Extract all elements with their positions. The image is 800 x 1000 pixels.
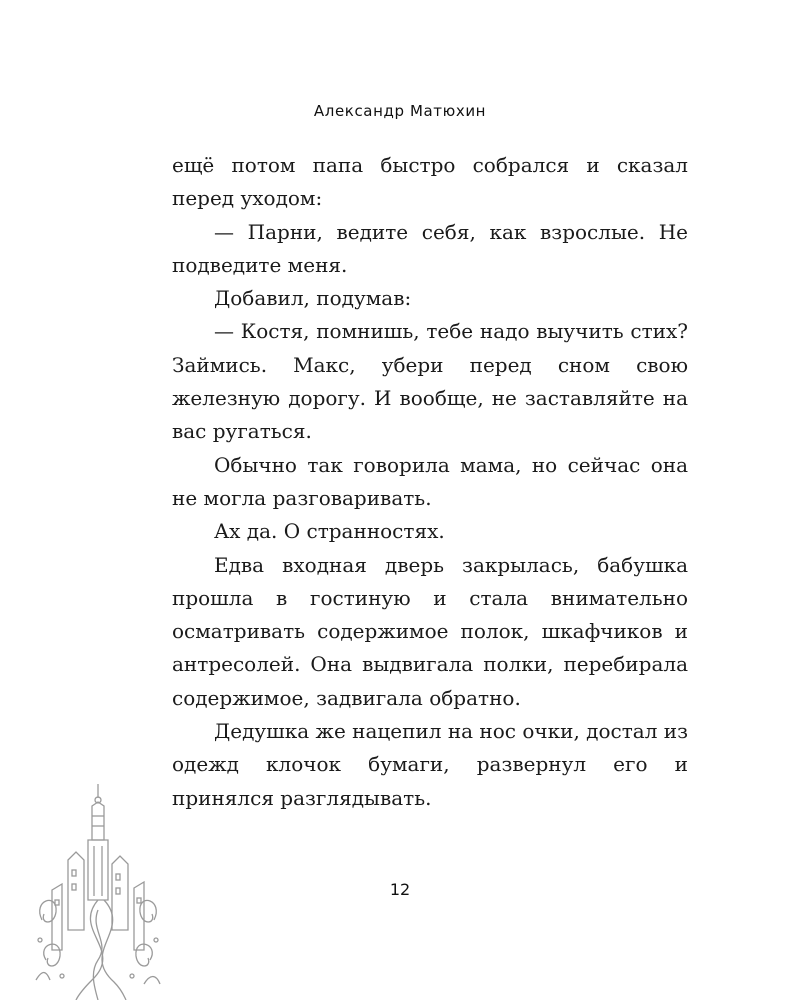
paragraph: Едва входная дверь закрылась, бабушка прошла в гостиную и стала внимательно осматривать содержимое полок, шкафчиков и антресолей. Она выдвигала полки, перебирала содержимое, задвигала обратно. [172, 552, 688, 710]
paragraph: Ах да. О странностях. [214, 519, 445, 544]
paragraph: — Костя, помнишь, тебе надо выучить стих? Займись. Макс, убери перед сном свою железную дорогу. И вообще, не заставляйте на вас ругаться. [172, 319, 688, 444]
page-number: 12 [389, 880, 411, 899]
city-tower-ornament-icon [32, 780, 164, 1000]
paragraph: Добавил, подумав: [214, 286, 412, 311]
running-header-author: Александр Матюхин [313, 102, 487, 120]
paragraph: Дедушка же нацепил на нос очки, достал из одежд клочок бумаги, развернул его и принялся разглядывать. [172, 719, 689, 810]
paragraph: — Парни, ведите себя, как взрослые. Не подведите меня. [172, 219, 688, 277]
paragraph: Обычно так говорила мама, но сейчас она не могла разговаривать. [172, 452, 688, 510]
paragraph: ещё потом папа быстро собрался и сказал перед уходом: [172, 153, 688, 211]
body-text [172, 149, 688, 815]
